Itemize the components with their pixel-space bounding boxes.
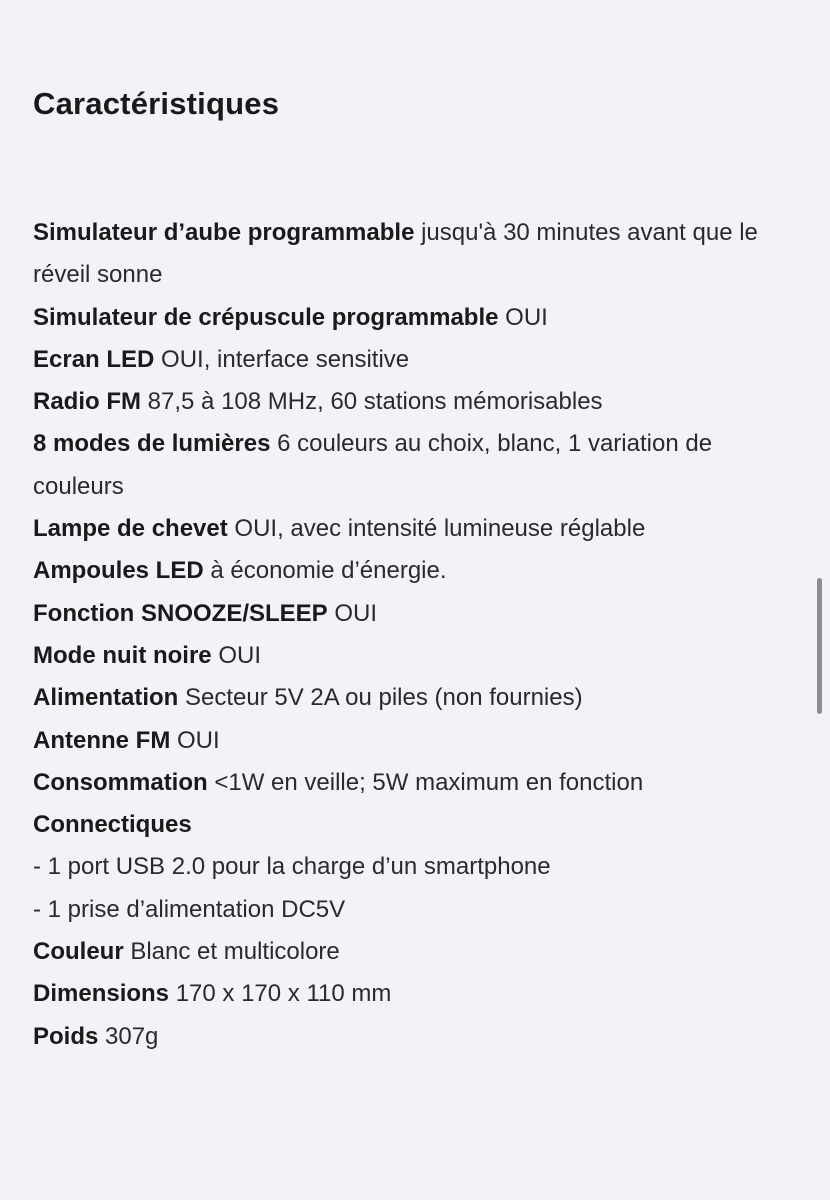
spec-label: Fonction SNOOZE/SLEEP <box>33 599 328 627</box>
spec-value: OUI <box>177 726 220 754</box>
spec-label: Poids <box>33 1022 99 1050</box>
scrollbar-thumb[interactable] <box>817 578 822 714</box>
spec-label: Connectiques <box>33 811 192 839</box>
spec-line <box>33 635 803 677</box>
spec-value: 6 couleurs au choix, blanc, 1 variation de couleurs <box>33 430 713 500</box>
spec-line <box>33 804 803 846</box>
spec-value: - 1 prise d’alimentation DC5V <box>33 895 346 923</box>
spec-label: Radio FM <box>33 388 141 416</box>
spec-line <box>33 593 803 635</box>
spec-label: Consommation <box>33 768 208 796</box>
spec-value: OUI <box>334 599 378 627</box>
spec-line <box>33 762 803 804</box>
spec-line <box>33 1016 803 1058</box>
spec-label: Simulateur de crépuscule programmable <box>33 303 499 331</box>
spec-label: Dimensions <box>33 980 170 1008</box>
spec-value: OUI, avec intensité lumineuse réglable <box>234 515 646 543</box>
spec-label: Ampoules LED <box>33 557 204 585</box>
spec-line <box>33 720 803 762</box>
spec-value: OUI <box>505 303 548 331</box>
spec-value: Secteur 5V 2A ou piles (non fournies) <box>185 684 583 712</box>
spec-label: Simulateur d’aube programmable <box>33 219 415 246</box>
spec-value: <1W en veille; 5W maximum en fonction <box>214 768 644 796</box>
spec-line <box>33 339 803 381</box>
spec-line <box>33 423 803 508</box>
spec-value: OUI, interface sensitive <box>161 345 410 373</box>
spec-label: Ecran LED <box>33 345 155 373</box>
spec-label: 8 modes de lumières <box>33 430 271 458</box>
spec-value: jusqu'à 30 minutes avant que le réveil sonne <box>33 219 758 289</box>
spec-label: Lampe de chevet <box>33 515 228 543</box>
spec-line <box>33 212 803 297</box>
spec-label: Antenne FM <box>33 726 171 754</box>
spec-label: Alimentation <box>33 684 179 712</box>
spec-line <box>33 846 803 888</box>
spec-line <box>33 889 803 931</box>
spec-value: OUI <box>218 641 261 669</box>
spec-value: Blanc et multicolore <box>130 938 340 966</box>
spec-value: 170 x 170 x 110 mm <box>175 980 392 1008</box>
spec-line <box>33 508 803 550</box>
spec-line <box>33 931 803 973</box>
spec-value: 87,5 à 108 MHz, 60 stations mémorisables <box>147 388 603 416</box>
spec-line <box>33 677 803 719</box>
spec-label: Mode nuit noire <box>33 641 212 669</box>
spec-line <box>33 973 803 1015</box>
spec-label: Couleur <box>33 938 124 966</box>
spec-value: à économie d’énergie. <box>210 557 447 585</box>
spec-line <box>33 550 803 592</box>
spec-line <box>33 297 803 339</box>
spec-line <box>33 381 803 423</box>
specs-list <box>33 212 803 1058</box>
spec-value: 307g <box>105 1022 159 1050</box>
spec-value: - 1 port USB 2.0 pour la charge d’un smartphone <box>33 853 551 881</box>
page-title: Caractéristiques <box>33 86 280 121</box>
